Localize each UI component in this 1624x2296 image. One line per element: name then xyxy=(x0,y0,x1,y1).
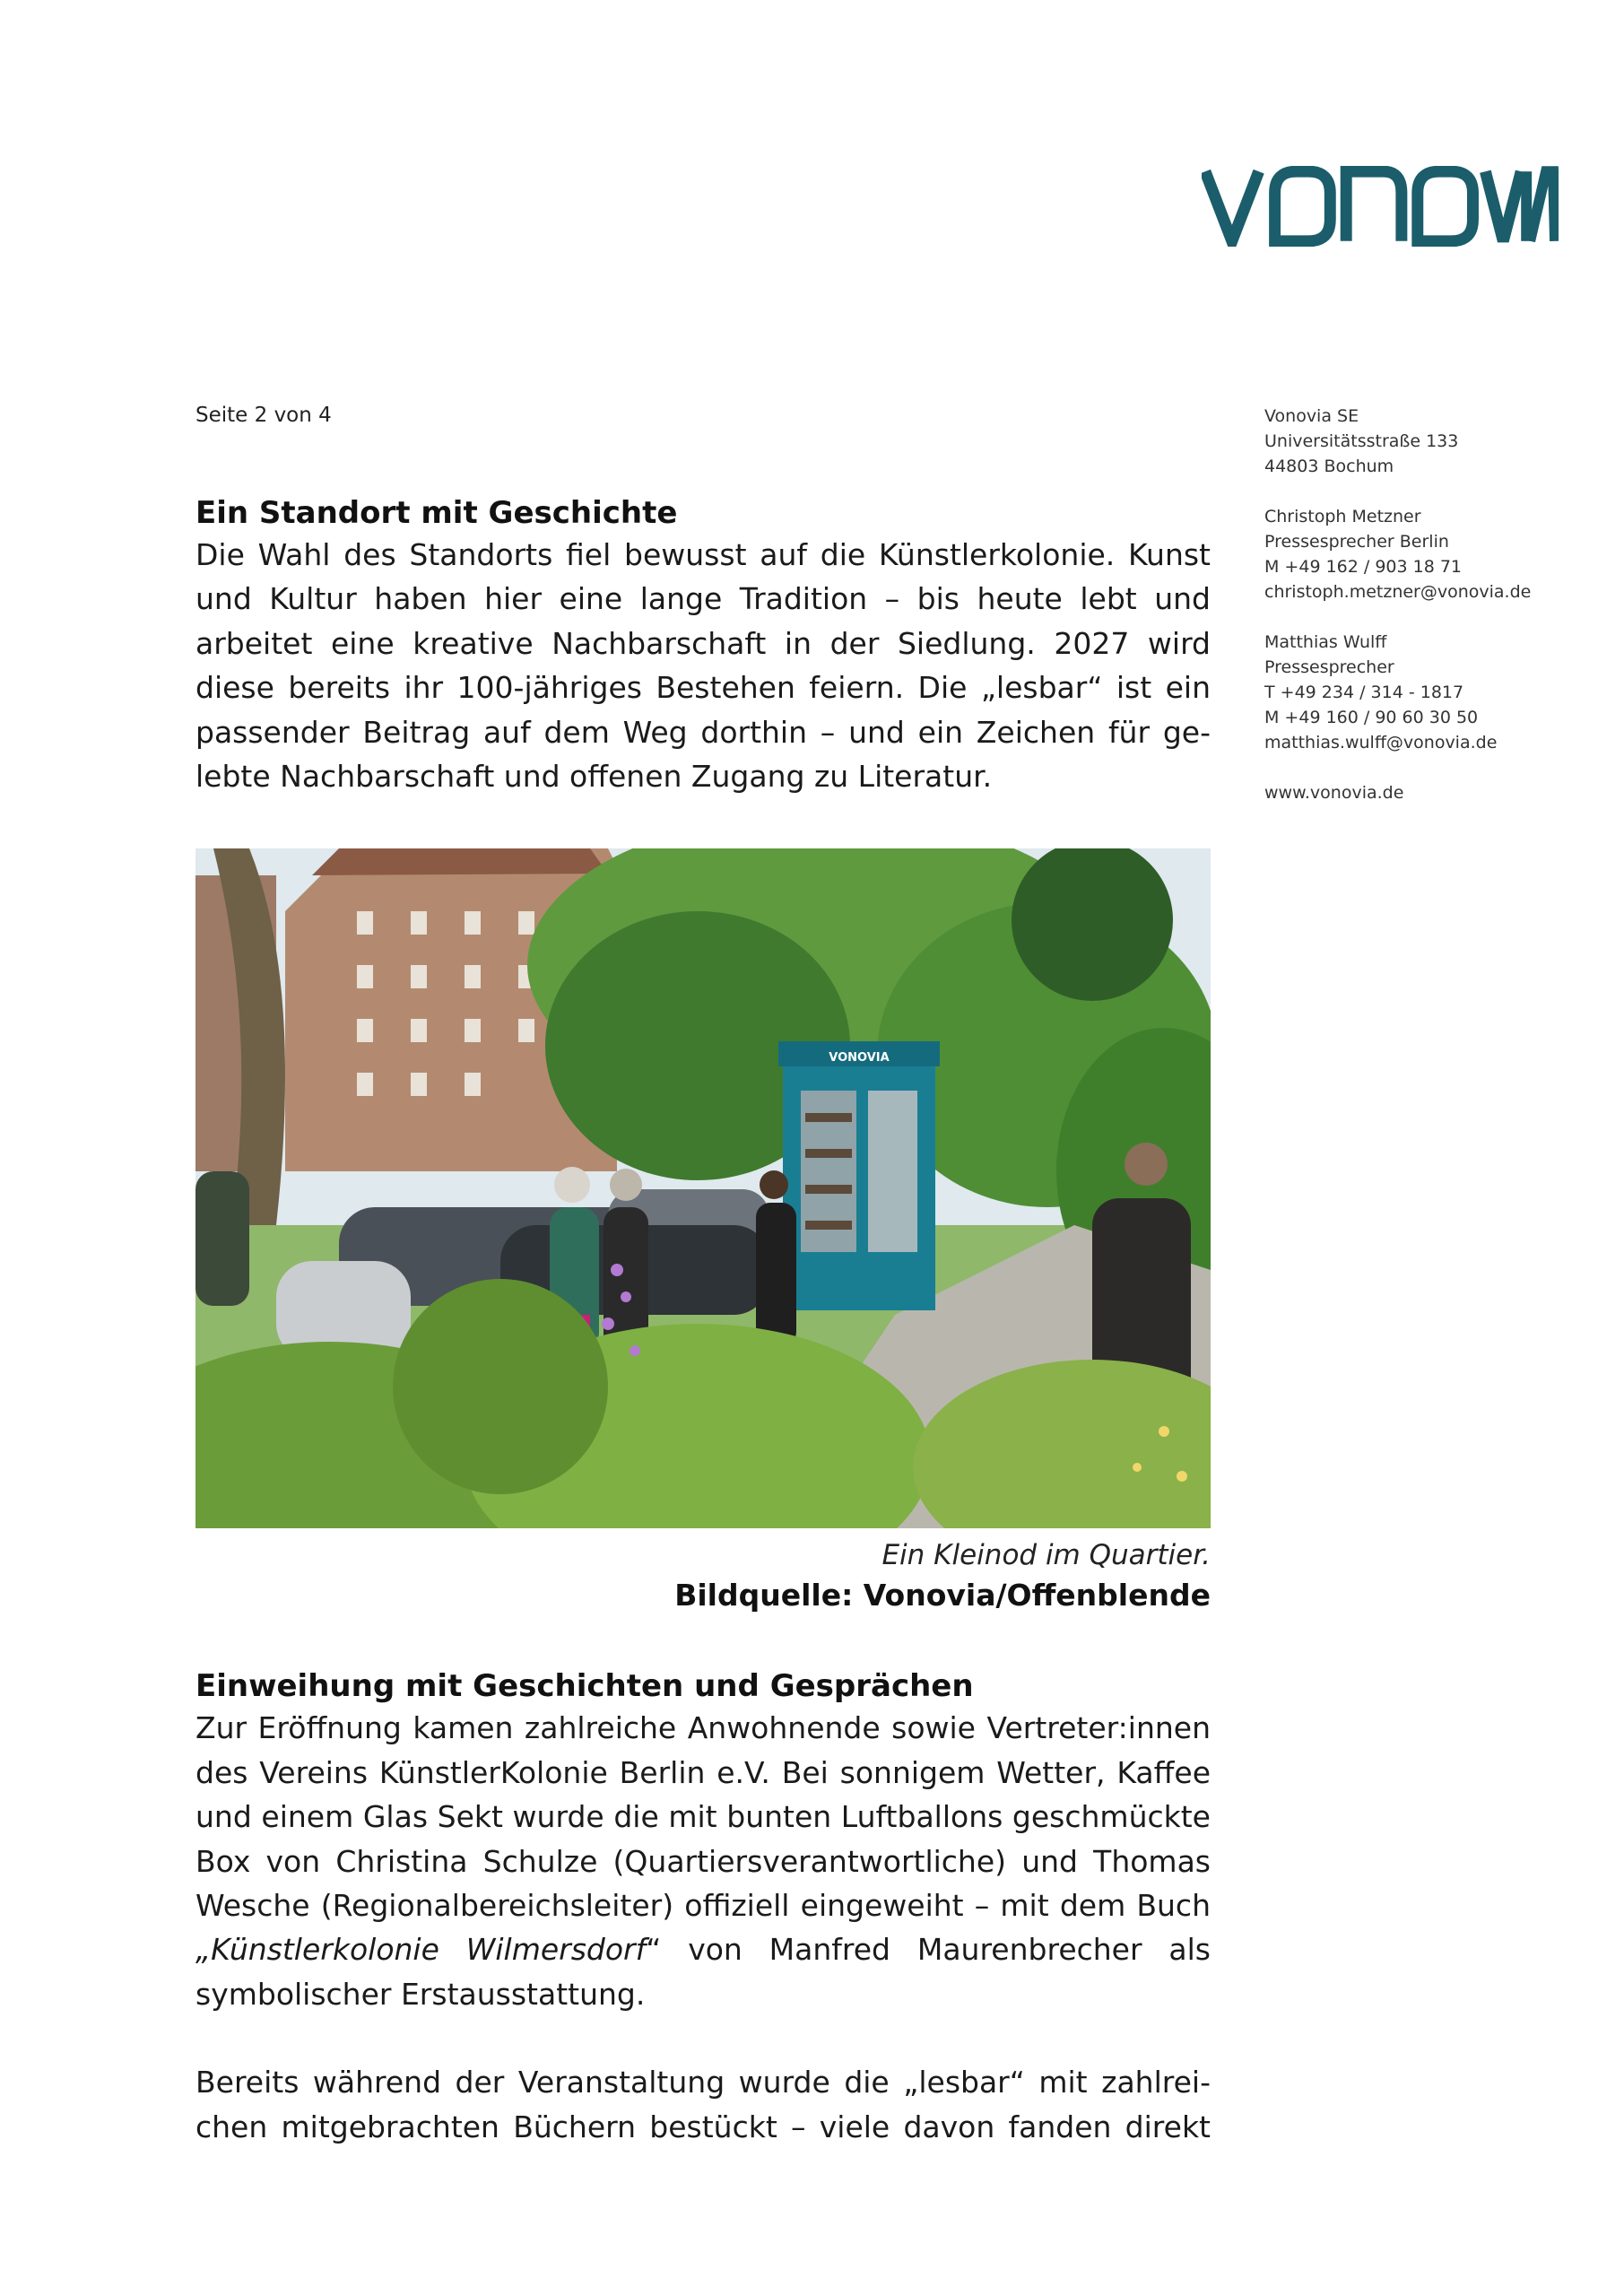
main-content xyxy=(195,493,1211,2149)
contact-mobile: M +49 160 / 90 60 30 50 xyxy=(1264,708,1479,727)
street: Universitätsstraße 133 xyxy=(1264,431,1459,451)
vonovia-logo xyxy=(1202,166,1559,247)
website-block xyxy=(1264,780,1587,805)
contact-person-2 xyxy=(1264,630,1587,755)
book-title: „Künstlerkolonie Wilmersdorf xyxy=(195,1932,647,1968)
contact-sidebar xyxy=(1264,404,1587,831)
section-2 xyxy=(195,1666,1211,2149)
contact-mobile: M +49 162 / 903 18 71 xyxy=(1264,557,1463,577)
company-address xyxy=(1264,404,1587,479)
city: 44803 Bochum xyxy=(1264,457,1394,476)
section-heading: Ein Standort mit Geschichte xyxy=(195,495,678,531)
section-heading: Einweihung mit Geschichten und Gesprächen xyxy=(195,1668,974,1705)
page-number: Seite 2 von 4 xyxy=(195,404,332,427)
photo-credit: Bildquelle: Vonovia/Offenblende xyxy=(674,1578,1211,1613)
contact-person-1 xyxy=(1264,504,1587,604)
photo-caption: Ein Kleinod im Quartier. xyxy=(881,1539,1211,1572)
section-paragraph: Bereits während der Veranstaltung wurde die „lesbar“ mit zahlreichen mitgebrachten Büchern bestückt – viele davon fanden direkt xyxy=(195,2065,1211,2144)
article-photo xyxy=(195,848,1211,1528)
contact-name: Matthias Wulff xyxy=(1264,632,1387,652)
contact-role: Pressesprecher Berlin xyxy=(1264,532,1449,552)
section-paragraph: Die Wahl des Standorts fiel bewusst auf die Künstlerkolonie. Kunst und Kultur haben hier eine lange Tradition – bis heute lebt und arbeitet eine kreative Nachbarschaft in der Siedlung. 2027 wird diese bereits ihr 100-jähriges Bestehen feiern. Die „lesbar“ ist ein passender Beitrag auf dem Weg dorthin – und ein Zeichen für gelebte Nachbarschaft und offenen Zugang zu Literatur. xyxy=(195,537,1211,795)
website-link[interactable]: www.vonovia.de xyxy=(1264,783,1404,803)
contact-phone: T +49 234 / 314 - 1817 xyxy=(1264,683,1464,702)
company-name: Vonovia SE xyxy=(1264,406,1359,426)
booth-label: VONOVIA xyxy=(829,1051,890,1065)
contact-email[interactable]: matthias.wulff@vonovia.de xyxy=(1264,733,1498,752)
paragraph-text: Zur Eröffnung kamen zahlreiche Anwohnende sowie Vertreter:innen des Vereins KünstlerKolonie Berlin e.V. Bei sonnigem Wetter, Kaffee und einem Glas Sekt wurde die mit bunten Luftballons geschmückte Box von Christina Schulze (Quartiersverantwortliche) und Thomas Wesche (Regionalbereichsleiter) offiziell eingeweiht – mit dem Buch xyxy=(195,1710,1211,1924)
section-paragraph xyxy=(195,1706,1211,2016)
contact-name: Christoph Metzner xyxy=(1264,507,1421,526)
contact-role: Pressesprecher xyxy=(1264,657,1394,677)
contact-email[interactable]: christoph.metzner@vonovia.de xyxy=(1264,582,1532,602)
paragraph-text: “ von Manfred Maurenbrecher als symbolischer Erstausstattung. xyxy=(195,1932,1211,2012)
